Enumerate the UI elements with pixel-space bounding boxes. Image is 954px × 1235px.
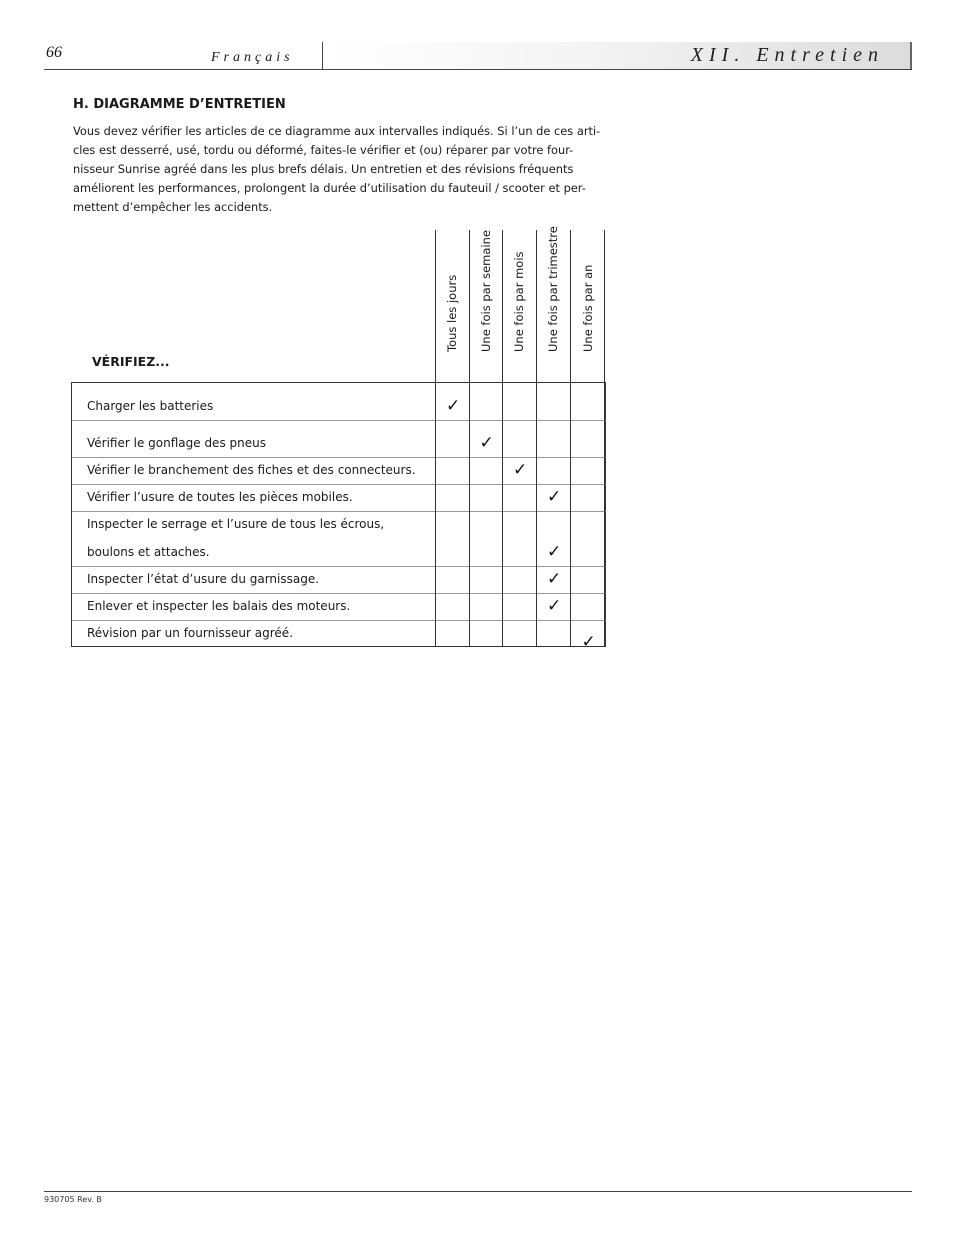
column-divider (502, 230, 503, 646)
column-header-label: Une fois par an (580, 264, 595, 352)
column-header (502, 230, 536, 382)
row-label: Révision par un fournisseur agréé. (87, 626, 294, 640)
table-row (72, 457, 606, 485)
column-header (435, 230, 469, 382)
table-body (71, 382, 606, 652)
row-header-label: VÉRIFIEZ... (92, 354, 170, 369)
footer-rule (44, 1191, 912, 1192)
table-header (71, 226, 605, 382)
intro-line: Vous devez vérifier les articles de ce diagramme aux intervalles indiqués. Si l’un de ces arti- (73, 124, 601, 138)
check-mark-icon: ✓ (581, 632, 596, 652)
table-row (72, 511, 606, 567)
table-row (72, 593, 606, 621)
check-mark-icon: ✓ (547, 542, 562, 562)
column-divider (435, 230, 436, 646)
table-row (72, 383, 606, 421)
intro-paragraph (73, 122, 608, 217)
check-mark-icon: ✓ (547, 596, 562, 616)
row-label: Vérifier le gonflage des pneus (87, 436, 266, 450)
table-row (72, 620, 606, 656)
document-reference: 930705 Rev. B (44, 1195, 102, 1204)
column-divider (536, 230, 537, 646)
section-heading: H. DIAGRAMME D’ENTRETIEN (73, 97, 286, 112)
column-divider (469, 230, 470, 646)
check-mark-icon: ✓ (547, 487, 562, 507)
row-label: Vérifier le branchement des fiches et des connecteurs. (87, 463, 416, 477)
column-header-label: Une fois par mois (512, 251, 526, 352)
language-label: Français (211, 50, 294, 65)
column-header (536, 226, 570, 382)
intro-line: améliorent les performances, prolongent la durée d’utilisation du fauteuil / scooter et per- (73, 181, 586, 195)
column-divider (570, 230, 571, 646)
chapter-bar (323, 42, 912, 69)
column-header-label: Une fois par trimestre (546, 226, 560, 352)
table-row (72, 566, 606, 594)
intro-line: mettent d’empêcher les accidents. (73, 200, 273, 214)
column-header (469, 230, 502, 382)
intro-line: cles est desserré, usé, tordu ou déformé, faites-le vérifier et (ou) réparer par votre four- (73, 143, 574, 157)
check-mark-icon: ✓ (547, 569, 562, 589)
intro-line: nisseur Sunrise agréé dans les plus brefs délais. Un entretien et des révisions fréquents (73, 162, 574, 176)
column-header-label: Une fois par semaine (478, 230, 493, 352)
check-mark-icon: ✓ (513, 460, 528, 480)
column-header-label: Tous les jours (445, 274, 459, 352)
row-label: Inspecter l’état d’usure du garnissage. (87, 572, 320, 586)
page-number: 66 (46, 44, 62, 61)
row-label: boulons et attaches. (87, 545, 210, 559)
column-divider (604, 230, 605, 646)
row-label: Charger les batteries (87, 399, 214, 413)
row-label: Vérifier l’usure de toutes les pièces mobiles. (87, 490, 353, 504)
maintenance-table (71, 226, 605, 652)
table-row (72, 430, 606, 458)
table-row (72, 484, 606, 512)
chapter-title: XII. Entretien (690, 44, 884, 66)
header-rule (44, 69, 912, 70)
check-mark-icon: ✓ (446, 396, 461, 416)
column-header (570, 230, 605, 382)
row-label: Inspecter le serrage et l’usure de tous les écrous, (87, 517, 385, 531)
row-label: Enlever et inspecter les balais des moteurs. (87, 599, 351, 613)
check-mark-icon: ✓ (479, 433, 494, 453)
